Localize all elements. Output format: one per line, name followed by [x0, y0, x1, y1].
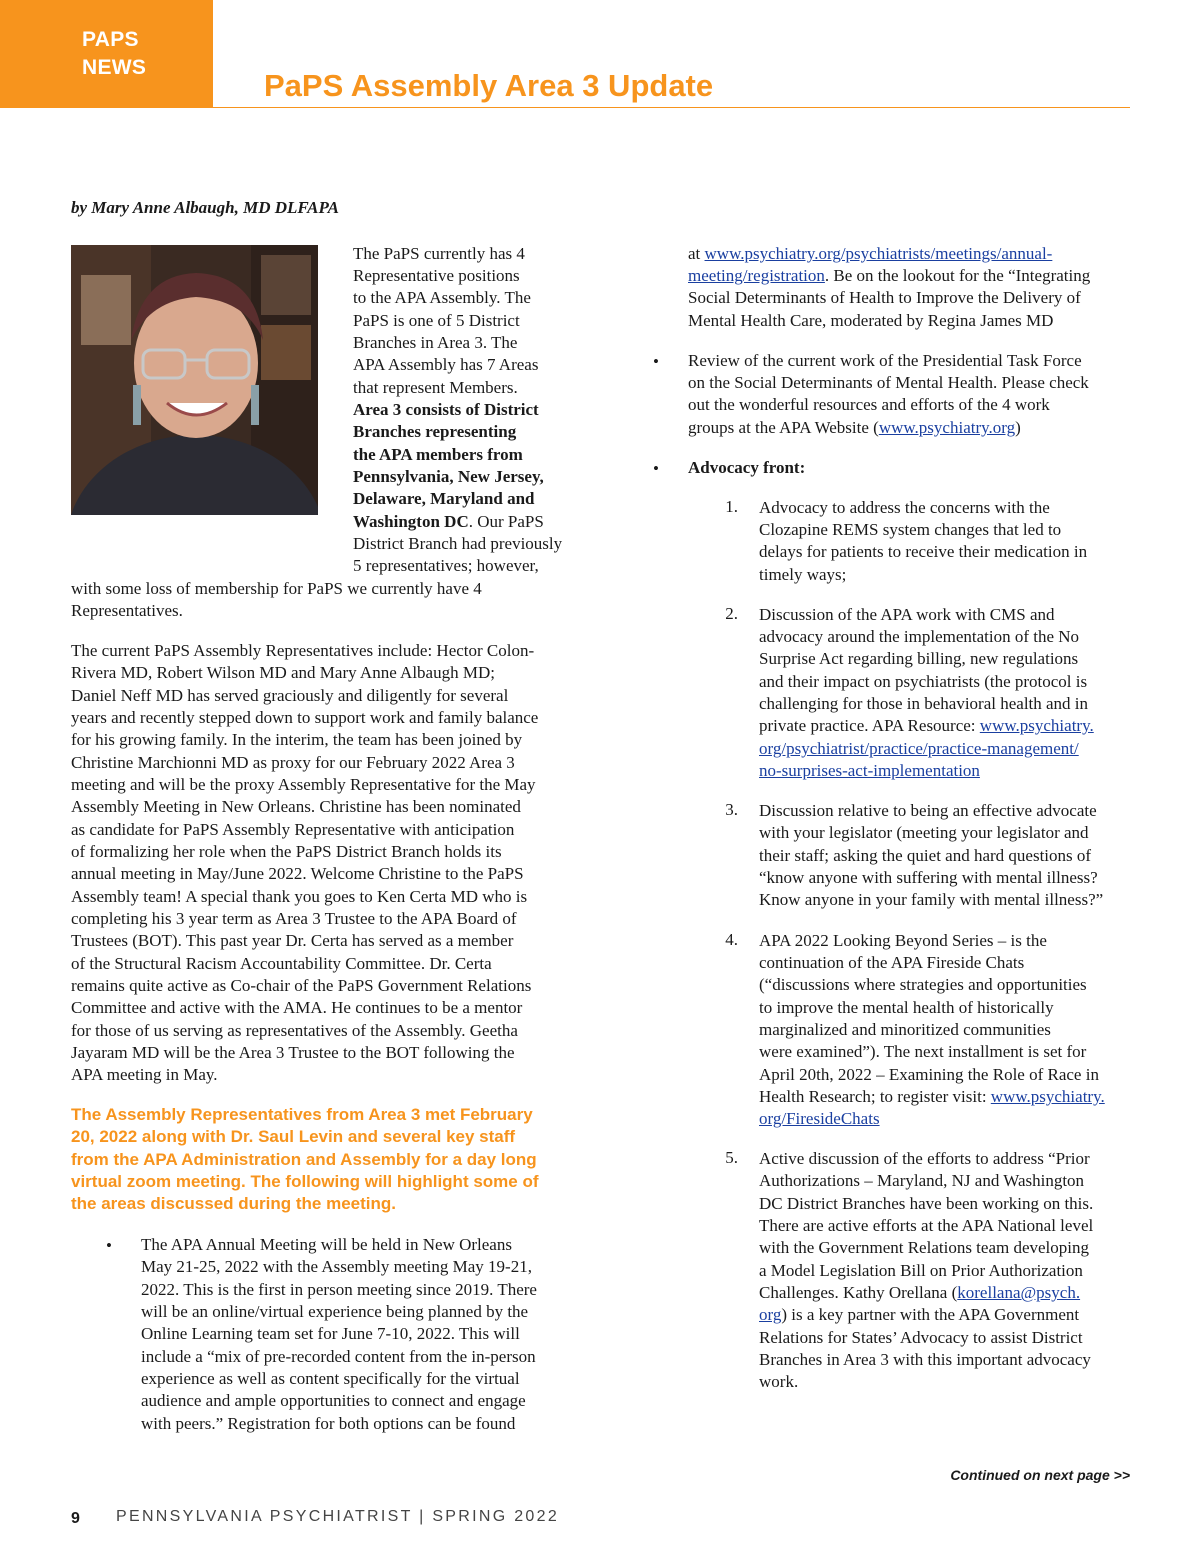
item-line [759, 715, 1094, 737]
item-number: 1. [725, 497, 738, 516]
intro-text: . Our PaPS [468, 512, 544, 531]
item-line: work. [759, 1372, 799, 1391]
reps-line: completing his 3 year term as Area 3 Trustee to the APA Board of [71, 909, 517, 928]
item-line [759, 1304, 1079, 1326]
intro-line: Branches in Area 3. The [353, 333, 518, 352]
item-line: their staff; asking the quiet and hard questions of [759, 846, 1092, 865]
apa-website-link[interactable]: www.psychiatry.org [878, 418, 1016, 437]
cont-line [688, 243, 1052, 265]
reps-line: Daniel Neff MD has served graciously and diligently for several [71, 686, 509, 705]
intro-line: APA Assembly has 7 Areas [353, 355, 539, 374]
bullet-line: out the wonderful resources and efforts of the 4 work [688, 395, 1050, 414]
registration-link[interactable]: www.psychiatry.org/psychiatrists/meetings/annual- [704, 244, 1053, 263]
bullet-line: experience as well as content specifically for the virtual [141, 1369, 520, 1388]
intro-line-bold: Branches representing [353, 422, 517, 441]
item-line: Clozapine REMS system changes that led to [759, 520, 1062, 539]
intro-line-bold: the APA members from [353, 445, 523, 464]
bullet-line: with peers.” Registration for both options can be found [141, 1414, 516, 1433]
highlight-line: the areas discussed during the meeting. [71, 1194, 396, 1213]
item-number: 4. [725, 930, 738, 949]
bullet-line: The APA Annual Meeting will be held in New Orleans [141, 1235, 512, 1254]
item-line: continuation of the APA Fireside Chats [759, 953, 1025, 972]
intro-line-bold: Delaware, Maryland and [353, 489, 535, 508]
item-line: to improve the mental health of historically [759, 998, 1054, 1017]
item-text: private practice. APA Resource: [759, 716, 980, 735]
intro-line [353, 511, 544, 533]
highlight-line: 20, 2022 along with Dr. Saul Levin and several key staff [71, 1127, 516, 1146]
reps-line: remains quite active as Co-chair of the PaPS Government Relations [71, 976, 532, 995]
intro-line: Representatives. [71, 601, 183, 620]
advocacy-heading: Advocacy front: [688, 458, 806, 477]
bullet-line: Online Learning team set for June 7-10, 2022. This will [141, 1324, 520, 1343]
intro-line: that represent Members. [353, 378, 518, 397]
intro-line: District Branch had previously [353, 534, 563, 553]
cont-text: . Be on the lookout for the “Integrating [824, 266, 1091, 285]
item-number: 3. [725, 800, 738, 819]
reps-line: for his growing family. In the interim, the team has been joined by [71, 730, 523, 749]
cont-line: Social Determinants of Health to Improve the Delivery of [688, 288, 1081, 307]
item-line [759, 1282, 1080, 1304]
item-text: Challenges. Kathy Orellana ( [759, 1283, 958, 1302]
item-line: with the Government Relations team developing [759, 1238, 1090, 1257]
fireside-chats-link[interactable]: org/FiresideChats [759, 1109, 880, 1128]
byline: by Mary Anne Albaugh, MD DLFAPA [71, 198, 339, 217]
bullet-marker: • [653, 459, 659, 478]
highlight-line: virtual zoom meeting. The following will highlight some of [71, 1172, 539, 1191]
item-line: Discussion of the APA work with CMS and [759, 605, 1055, 624]
bullet-marker: • [106, 1236, 112, 1255]
item-line [759, 1086, 1105, 1108]
bullet-line: include a “mix of pre-recorded content from the in-person [141, 1347, 536, 1366]
reps-line: of formalizing her role when the PaPS District Branch holds its [71, 842, 502, 861]
reps-line: years and recently stepped down to support work and family balance [71, 708, 539, 727]
paps-news-tag [0, 0, 213, 108]
tag-line-2: NEWS [82, 56, 147, 79]
cont-text: at [688, 244, 705, 263]
reps-line: Assembly Meeting in New Orleans. Christine has been nominated [71, 797, 521, 816]
intro-line: The PaPS currently has 4 [353, 244, 525, 263]
portrait-photo [71, 245, 318, 515]
item-line: challenging for those in behavioral health and in [759, 694, 1089, 713]
item-line: Branches in Area 3 with this important advocacy [759, 1350, 1091, 1369]
intro-line-bold: Pennsylvania, New Jersey, [353, 467, 544, 486]
intro-line: to the APA Assembly. The [353, 288, 531, 307]
cont-line: Mental Health Care, moderated by Regina James MD [688, 311, 1054, 330]
title-divider [213, 107, 1130, 108]
bullet-line: on the Social Determinants of Mental Health. Please check [688, 373, 1089, 392]
item-line: advocacy around the implementation of the No [759, 627, 1080, 646]
item-line: (“discussions where strategies and opportunities [759, 975, 1087, 994]
reps-line: of the Structural Racism Accountability Committee. Dr. Certa [71, 954, 492, 973]
item-line: APA 2022 Looking Beyond Series – is the [759, 931, 1047, 950]
item-line: timely ways; [759, 565, 847, 584]
highlight-line: from the APA Administration and Assembly for a day long [71, 1150, 537, 1169]
item-line: Surprise Act regarding billing, new regulations [759, 649, 1079, 668]
item-line: and their impact on psychiatrists (the protocol is [759, 672, 1088, 691]
item-number: 2. [725, 604, 738, 623]
intro-line: 5 representatives; however, [353, 556, 539, 575]
intro-line: PaPS is one of 5 District [353, 311, 520, 330]
continued-link[interactable]: Continued on next page >> [950, 1467, 1130, 1483]
item-line: a Model Legislation Bill on Prior Authorization [759, 1261, 1083, 1280]
no-surprises-act-link[interactable]: www.psychiatry. [979, 716, 1094, 735]
reps-line: APA meeting in May. [71, 1065, 218, 1084]
item-line: Discussion relative to being an effective advocate [759, 801, 1097, 820]
intro-line-bold: Area 3 consists of District [353, 400, 539, 419]
page-title: PaPS Assembly Area 3 Update [264, 68, 714, 103]
item-line: with your legislator (meeting your legislator and [759, 823, 1089, 842]
item-line: There are active efforts at the APA National level [759, 1216, 1094, 1235]
item-line: DC District Branches have been working on this. [759, 1194, 1094, 1213]
item-line: Active discussion of the efforts to address “Prior [759, 1149, 1090, 1168]
reps-line: Committee and active with the AMA. He continues to be a mentor [71, 998, 523, 1017]
reps-line: Jayaram MD will be the Area 3 Trustee to the BOT following the [71, 1043, 515, 1062]
reps-line: The current PaPS Assembly Representatives include: Hector Colon- [71, 641, 535, 660]
bullet-line [688, 417, 1021, 439]
item-line: delays for patients to receive their medication in [759, 542, 1088, 561]
email-link[interactable]: korellana@psych. [957, 1283, 1081, 1302]
item-line: April 20th, 2022 – Examining the Role of Race in [759, 1065, 1099, 1084]
bullet-line: May 21-25, 2022 with the Assembly meeting May 19-21, [141, 1257, 532, 1276]
bullet-line: will be an online/virtual experience being planned by the [141, 1302, 529, 1321]
no-surprises-act-link[interactable]: org/psychiatrist/practice/practice-management/ [759, 739, 1079, 758]
item-text: Health Research; to register visit: [759, 1087, 991, 1106]
item-line: Know anyone in your family with mental illness?” [759, 890, 1104, 909]
reps-line: meeting and will be the proxy Assembly Representative for the May [71, 775, 536, 794]
item-line: Advocacy to address the concerns with the [759, 498, 1050, 517]
intro-line: Representative positions [353, 266, 520, 285]
reps-line: as candidate for PaPS Assembly Representative with anticipation [71, 820, 515, 839]
intro-line: with some loss of membership for PaPS we currently have 4 [71, 579, 482, 598]
tag-line-1: PAPS [82, 28, 139, 51]
reps-line: Assembly team! A special thank you goes to Ken Certa MD who is [71, 887, 528, 906]
item-line: “know anyone with suffering with mental illness? [759, 868, 1098, 887]
reps-line: Christine Marchionni MD as proxy for our February 2022 Area 3 [71, 753, 515, 772]
fireside-chats-link[interactable]: www.psychiatry. [990, 1087, 1105, 1106]
bullet-line: Review of the current work of the Presidential Task Force [688, 351, 1082, 370]
bullet-line: audience and ample opportunities to connect and engage [141, 1391, 526, 1410]
registration-link[interactable]: meeting/registration [688, 266, 825, 285]
page-number: 9 [71, 1510, 80, 1527]
reps-line: annual meeting in May/June 2022. Welcome Christine to the PaPS [71, 864, 524, 883]
item-line: Authorizations – Maryland, NJ and Washington [759, 1171, 1085, 1190]
cont-line [688, 265, 1090, 287]
item-text: ) is a key partner with the APA Government [781, 1305, 1080, 1324]
reps-line: for those of us serving as representatives of the Assembly. Geetha [71, 1021, 518, 1040]
item-line: marginalized and minoritized communities [759, 1020, 1051, 1039]
item-line: Relations for States’ Advocacy to assist District [759, 1328, 1083, 1347]
reps-line: Rivera MD, Robert Wilson MD and Mary Anne Albaugh MD; [71, 663, 495, 682]
reps-line: Trustees (BOT). This past year Dr. Certa has served as a member [71, 931, 514, 950]
email-link[interactable]: org [759, 1305, 782, 1324]
item-number: 5. [725, 1148, 738, 1167]
bullet-line: 2022. This is the first in person meeting since 2019. There [141, 1280, 537, 1299]
item-line: were examined”). The next installment is set for [759, 1042, 1087, 1061]
bullet-marker: • [653, 352, 659, 371]
highlight-line: The Assembly Representatives from Area 3 met February [71, 1105, 533, 1124]
intro-bold-text: Washington DC [353, 512, 469, 531]
publication-footer: PENNSYLVANIA PSYCHIATRIST | SPRING 2022 [116, 1508, 560, 1525]
bullet-text: ) [1015, 418, 1021, 437]
bullet-text: groups at the APA Website ( [688, 418, 879, 437]
no-surprises-act-link[interactable]: no-surprises-act-implementation [759, 761, 980, 780]
